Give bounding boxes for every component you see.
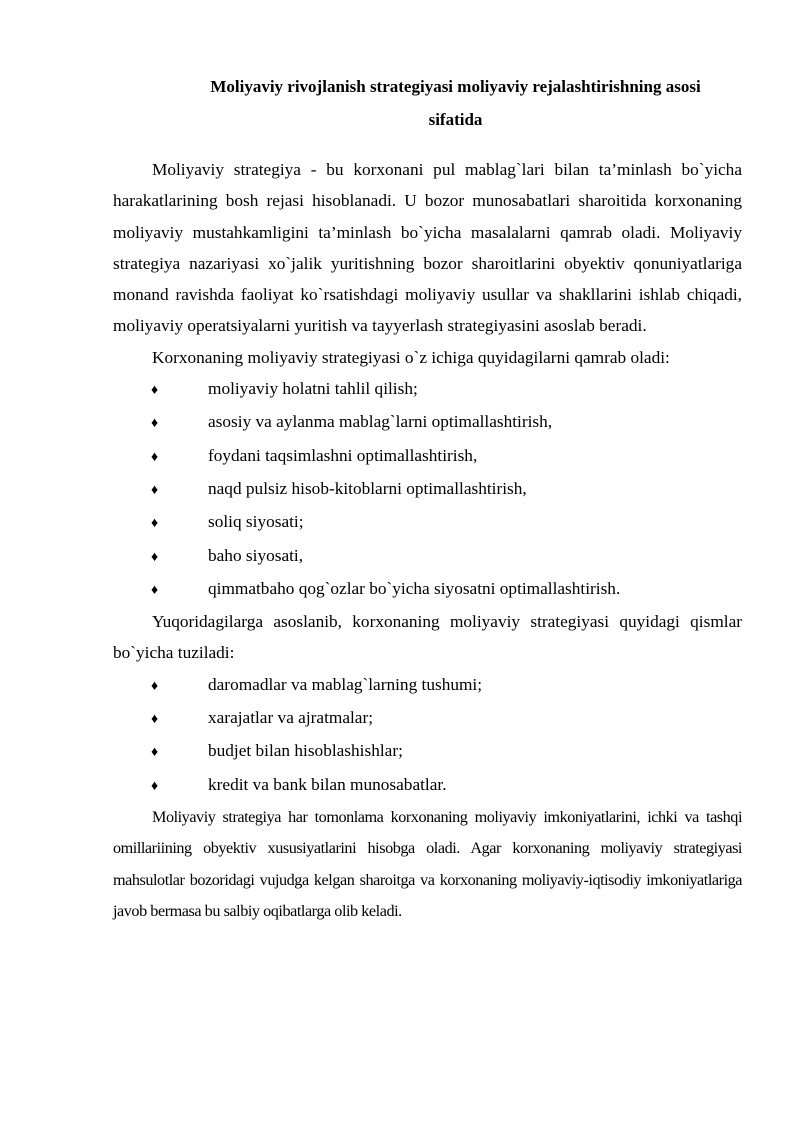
strategy-parts-list — [113, 669, 742, 802]
paragraph-strategy-definition: Moliyaviy strategiya - bu korxonani pul mablag`lari bilan ta’minlash bo`yicha harakatlarining bosh rejasi hisoblanadi. U bozor munosabatlari sharoitida korxonaning moliyaviy mustahkamligini ta’minlash bo`yicha masalalarni qamrab oladi. Moliyaviy strategiya nazariyasi xo`jalik yuritishning bozor sharoitlarini obyektiv qonuniyatlariga monand ravishda faoliyat ko`rsatishdagi moliyaviy usullar va shakllarini ishlab chiqadi, moliyaviy operatsiyalarni yuritish va tayyerlash strategiyasini asoslab beradi. — [113, 160, 742, 336]
list-item-text: soliq siyosati; — [208, 512, 304, 532]
list-item-text: xarajatlar va ajratmalar; — [208, 708, 374, 728]
list-item-text: budjet bilan hisoblashishlar; — [208, 741, 403, 761]
paragraph-conclusion: Moliyaviy strategiya har tomonlama korxonaning moliyaviy imkoniyatlarini, ichki va tashqi omillariining obyektiv xususiyatlarini hisobga oladi. Agar korxonaning moliyaviy strategiyasi mahsulotlar bozoridagi vujudga kelgan sharoitga va korxonaning moliyaviy-iqtisodiy imkoniyatlariga javob bermasa bu salbiy oqibatlarga olib keladi. — [113, 807, 742, 920]
diamond-bullet-icon: ♦ — [151, 549, 159, 565]
strategy-components-list — [113, 373, 742, 606]
title-line-2: sifatida — [428, 110, 483, 129]
list-item — [113, 373, 742, 406]
diamond-bullet-icon: ♦ — [151, 516, 159, 532]
document-title — [113, 70, 742, 136]
diamond-bullet-icon: ♦ — [151, 678, 159, 694]
list-item — [113, 573, 742, 606]
diamond-bullet-icon: ♦ — [151, 449, 159, 465]
paragraph-structure-intro: Yuqoridagilarga asoslanib, korxonaning moliyaviy strategiyasi quyidagi qismlar bo`yicha tuziladi: — [113, 612, 742, 663]
list-item — [113, 769, 742, 802]
list-item-text: naqd pulsiz hisob-kitoblarni optimallashtirish, — [208, 478, 527, 498]
diamond-bullet-icon: ♦ — [151, 416, 159, 432]
diamond-bullet-icon: ♦ — [151, 712, 159, 728]
list-item — [113, 506, 742, 539]
diamond-bullet-icon: ♦ — [151, 745, 159, 761]
diamond-bullet-icon: ♦ — [151, 482, 159, 498]
list-item-text: qimmatbaho qog`ozlar bo`yicha siyosatni optimallashtirish. — [208, 578, 621, 598]
diamond-bullet-icon: ♦ — [151, 383, 159, 399]
list-item-text: asosiy va aylanma mablag`larni optimallashtirish, — [208, 412, 553, 432]
title-line-1: Moliyaviy rivojlanish strategiyasi moliyaviy rejalashtirishning asosi — [210, 77, 701, 96]
diamond-bullet-icon: ♦ — [151, 582, 159, 598]
list-item — [113, 702, 742, 735]
diamond-bullet-icon: ♦ — [151, 778, 159, 794]
list-item — [113, 406, 742, 439]
list-item-text: moliyaviy holatni tahlil qilish; — [208, 379, 418, 399]
list-item — [113, 473, 742, 506]
list-item — [113, 735, 742, 768]
list-item-text: baho siyosati, — [208, 545, 304, 565]
list-item-text: foydani taqsimlashni optimallashtirish, — [208, 445, 478, 465]
list-item-text: daromadlar va mablag`larning tushumi; — [208, 674, 483, 694]
list-item — [113, 669, 742, 702]
document-page — [113, 70, 742, 927]
list-item — [113, 540, 742, 573]
paragraph-list-intro: Korxonaning moliyaviy strategiyasi o`z ichiga quyidagilarni qamrab oladi: — [152, 347, 670, 367]
list-item-text: kredit va bank bilan munosabatlar. — [208, 774, 447, 794]
list-item — [113, 440, 742, 473]
